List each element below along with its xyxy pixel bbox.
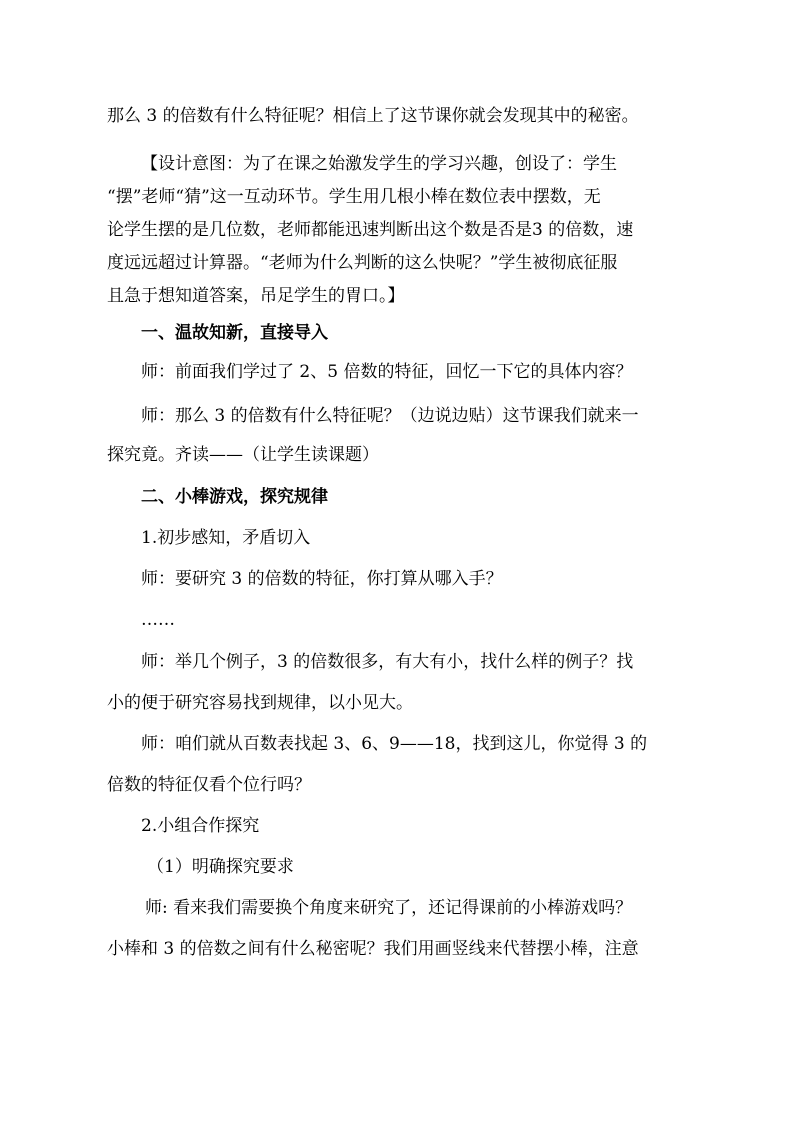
text-line: …… bbox=[141, 610, 175, 630]
text-line: 2.小组合作探究 bbox=[141, 816, 260, 836]
section-heading-text: 二、小棒游戏，探究规律 bbox=[141, 487, 328, 507]
text-line: 1.初步感知，矛盾切入 bbox=[141, 528, 311, 548]
text-line: 师：那么 3 的倍数有什么特征呢？（边说边贴）这节课我们就来一 bbox=[141, 406, 639, 426]
text-line: 【设计意图：为了在课之始激发学生的学习兴趣，创设了：学生 bbox=[141, 154, 617, 174]
text-line: （1）明确探究要求 bbox=[147, 857, 294, 877]
text-line: 师：要研究 3 的倍数的特征，你打算从哪入手？ bbox=[141, 569, 503, 589]
text-line: 小的便于研究容易找到规律，以小见大。 bbox=[107, 693, 413, 713]
text-line: 那么 3 的倍数有什么特征呢？相信上了这节课你就会发现其中的秘密。 bbox=[107, 106, 639, 126]
text-line: 且急于想知道答案，吊足学生的胃口。】 bbox=[107, 286, 405, 306]
text-line: 师: 看来我们需要换个角度来研究了，还记得课前的小棒游戏吗？ bbox=[145, 898, 633, 918]
text-line: 师：咱们就从百数表找起 3、6、9——18，找到这儿，你觉得 3 的 bbox=[141, 734, 648, 754]
text-line: 论学生摆的是几位数，老师都能迅速判断出这个数是否是3 的倍数，速 bbox=[107, 220, 634, 240]
text-line: 探究竟。齐读——（让学生读课题） bbox=[107, 445, 379, 465]
section-heading-text: 一、温故知新，直接导入 bbox=[141, 323, 328, 343]
text-line: 倍数的特征仅看个位行吗？ bbox=[107, 775, 311, 795]
text-line: 师：前面我们学过了 2、5 倍数的特征，回忆一下它的具体内容？ bbox=[141, 362, 633, 382]
text-line: 小棒和 3 的倍数之间有什么秘密呢？我们用画竖线来代替摆小棒，注意 bbox=[107, 939, 639, 959]
text-line: 师：举几个例子，3 的倍数很多，有大有小，找什么样的例子？找 bbox=[141, 652, 634, 672]
text-line: 度远远超过计算器。“老师为什么判断的这么快呢？”学生被彻底征服 bbox=[107, 253, 618, 273]
text-line: “摆”老师“猜”这一互动环节。学生用几根小棒在数位表中摆数，无 bbox=[107, 187, 601, 207]
